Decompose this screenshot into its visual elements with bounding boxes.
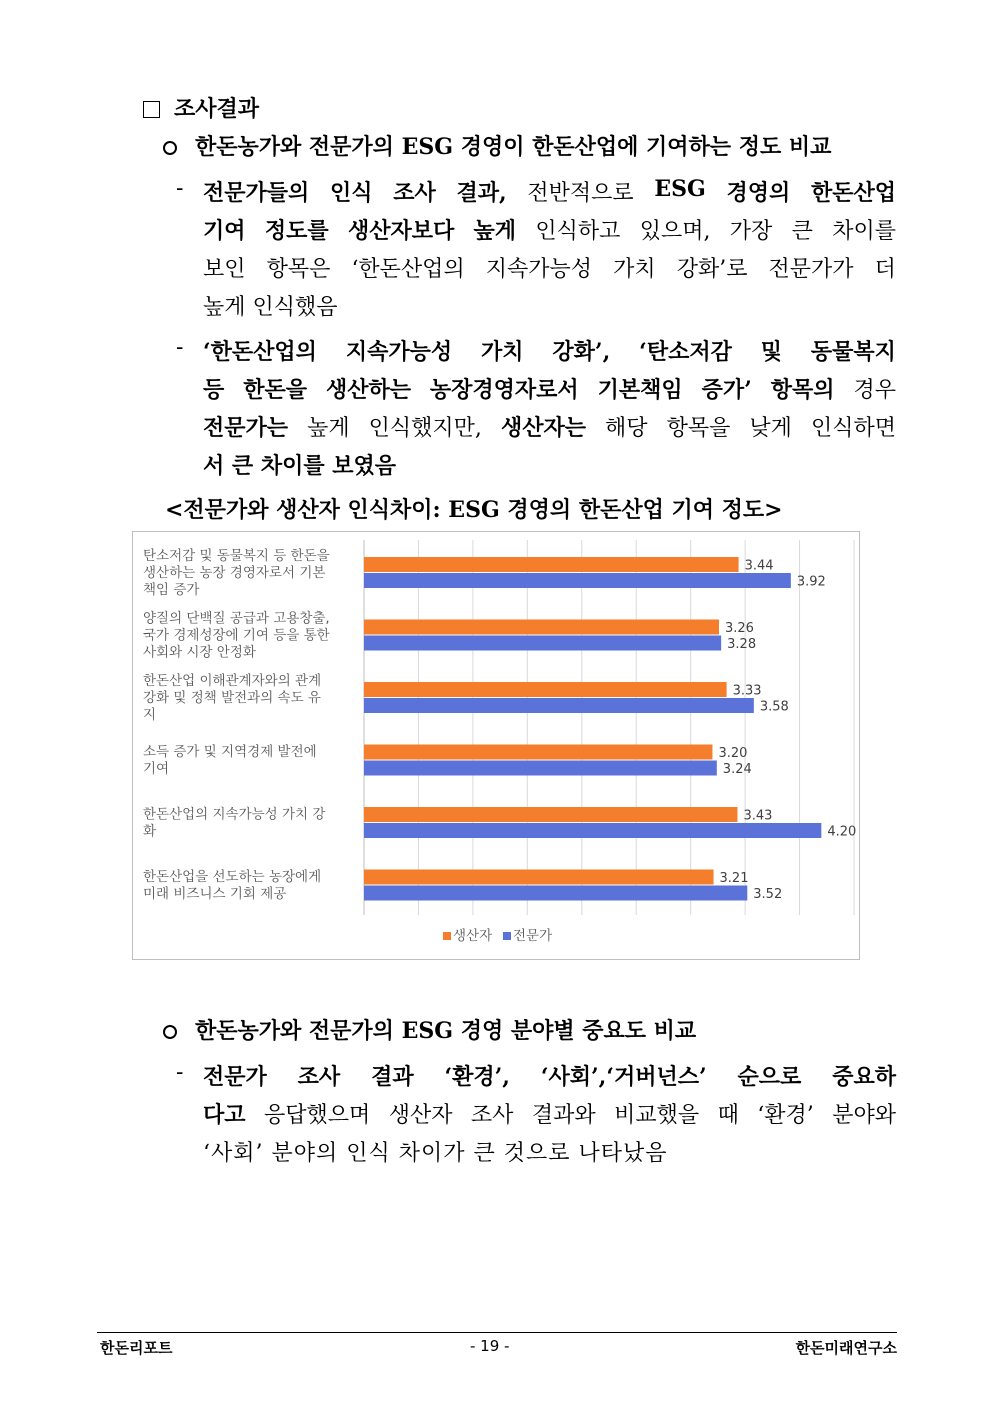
word: 가치 <box>613 257 656 282</box>
word: 항목의 <box>770 377 835 403</box>
word: 농장경영자로서 <box>429 377 579 403</box>
word: 조사 <box>393 180 436 206</box>
word: 증가’ <box>701 377 752 403</box>
word: ‘한돈산업의 <box>351 257 465 282</box>
word: 생산자 <box>388 1103 453 1128</box>
word: ‘환경’ <box>757 1103 814 1128</box>
bar <box>364 745 712 760</box>
word: 결과와 <box>531 1103 596 1128</box>
bullet-heading-1 <box>163 130 831 161</box>
footer-right: 한돈미래연구소 <box>795 1339 897 1357</box>
para-1-line-4: 높게 인식했음 <box>203 295 338 320</box>
word: 생산자보다 <box>347 218 455 244</box>
word: 기여 <box>203 218 246 244</box>
section-title: 조사결과 <box>174 96 260 122</box>
bar <box>364 870 714 885</box>
chart-caption-text: <전문가와 생산자 인식차이: ESG 경영의 한돈산업 기여 정도> <box>165 497 783 523</box>
legend-swatch <box>503 932 511 940</box>
category-label: 소득 증가 및 지역경제 발전에 <box>143 744 317 760</box>
category-label: 국가 경제성장에 기여 등을 통한 <box>143 627 330 644</box>
para-2-line-2 <box>203 373 896 404</box>
legend-label: 전문가 <box>513 928 553 944</box>
data-label: 3.24 <box>722 762 752 777</box>
word: 전문가들의 <box>203 180 310 206</box>
data-label: 3.43 <box>743 808 773 824</box>
word: ‘환경’, <box>444 1064 510 1090</box>
para-3-line-3: ‘사회’ 분야의 인식 차이가 큰 것으로 나타났음 <box>203 1141 668 1166</box>
chart-svg <box>133 532 861 961</box>
word: 높게 <box>307 416 350 441</box>
category-label: 기여 <box>143 761 170 777</box>
word: 생산자는 <box>500 415 586 441</box>
word: 분야와 <box>832 1103 896 1128</box>
category-label: 지 <box>143 707 157 723</box>
word: 높게 <box>473 218 517 244</box>
chart-caption <box>165 493 783 524</box>
data-label: 3.26 <box>724 621 754 636</box>
para-3-line-1 <box>203 1060 896 1091</box>
word: 인식하면 <box>810 416 896 441</box>
word: 차이를 <box>832 219 896 244</box>
word: 가장 <box>729 219 773 244</box>
para-1-line-1 <box>203 176 896 207</box>
word: 결과, <box>456 180 507 206</box>
bar <box>364 761 717 776</box>
word: 순으로 <box>737 1064 802 1090</box>
word: 조사 <box>470 1103 514 1128</box>
word: 결과 <box>371 1064 414 1090</box>
category-label: 탄소저감 및 동물복지 등 한돈을 <box>143 548 330 564</box>
dash-bullet: - <box>176 335 184 360</box>
data-label: 3.44 <box>744 558 774 574</box>
category-label: 사회와 시장 안정화 <box>143 644 256 661</box>
word: 항목을 <box>666 416 731 441</box>
section-header <box>143 92 259 123</box>
bar <box>364 682 727 697</box>
word: 중요하 <box>832 1064 896 1090</box>
category-label: 화 <box>143 823 157 840</box>
word: 정도를 <box>264 218 329 244</box>
word: 강화’로 <box>676 257 748 282</box>
bullet-1-text: 한돈농가와 전문가의 ESG 경영이 한돈산업에 기여하는 정도 비교 <box>195 134 832 160</box>
para-2-line-1 <box>203 335 896 366</box>
word: 응답했으며 <box>263 1103 371 1128</box>
bar <box>364 636 721 651</box>
word: ‘탄소저감 <box>639 339 732 365</box>
para-3-line-2 <box>203 1098 896 1129</box>
legend-swatch <box>443 932 451 940</box>
category-label: 책임 증가 <box>143 582 200 598</box>
word: ‘사회’,‘거버넌스’ <box>540 1064 707 1090</box>
category-label: 한돈산업의 지속가능성 가치 강 <box>143 806 326 823</box>
data-label: 3.28 <box>727 637 757 652</box>
word: ESG <box>654 176 706 202</box>
bullet-2-text: 한돈농가와 전문가의 ESG 경영 분야별 중요도 비교 <box>195 1018 697 1044</box>
word: 항목은 <box>266 257 331 282</box>
word: 지속가능성 <box>485 257 593 282</box>
word: 때 <box>717 1103 739 1128</box>
word: 한돈산업 <box>810 180 896 206</box>
word: 조사 <box>297 1064 341 1090</box>
category-label: 생산하는 농장 경영자로서 기본 <box>143 565 326 581</box>
footer-rule <box>97 1332 897 1333</box>
word: 전문가가 <box>768 257 854 282</box>
word: 지속가능성 <box>345 339 453 365</box>
bullet-heading-2 <box>163 1014 696 1045</box>
bar <box>364 823 821 838</box>
word: 해당 <box>605 416 648 441</box>
bar <box>364 807 737 822</box>
word: 등 <box>203 377 225 403</box>
bar <box>364 573 791 588</box>
checkbox-square-icon <box>143 101 160 118</box>
category-label: 강화 및 정책 발전과의 속도 유 <box>143 690 321 706</box>
category-label: 양질의 단백질 공급과 고용창출, <box>143 610 330 627</box>
bar <box>364 886 747 901</box>
word: 한돈을 <box>243 377 307 403</box>
word: 생산하는 <box>325 377 411 403</box>
data-label: 3.21 <box>719 871 749 886</box>
data-label: 3.92 <box>796 574 826 590</box>
page-number: - 19 - <box>470 1337 510 1355</box>
word: 전반적으로 <box>527 181 634 206</box>
word: 비교했을 <box>614 1103 700 1128</box>
data-label: 4.20 <box>827 824 857 840</box>
para-2-line-3 <box>203 411 896 442</box>
dash-bullet: - <box>176 1060 184 1085</box>
word: 강화’, <box>552 339 611 365</box>
word: 보인 <box>203 257 246 282</box>
footer-left: 한돈리포트 <box>100 1339 173 1357</box>
word: 기본책임 <box>597 377 683 403</box>
word: 큰 <box>791 219 813 244</box>
category-label: 한돈산업을 선도하는 농장에게 <box>143 869 322 885</box>
bar <box>364 620 719 635</box>
para-2-line-4 <box>203 449 396 480</box>
word: 다고 <box>203 1102 246 1128</box>
bar <box>364 698 754 713</box>
word: 낮게 <box>749 416 792 441</box>
category-label: 한돈산업 이해관계자와의 관계 <box>143 673 322 689</box>
dash-bullet: - <box>176 176 184 201</box>
word: 동물복지 <box>810 339 896 365</box>
word: 인식했지만, <box>368 416 482 441</box>
bar <box>364 557 739 572</box>
word: 전문가 <box>203 1064 267 1090</box>
word: 있으며, <box>639 219 711 244</box>
word: 가치 <box>481 339 524 365</box>
word: 인식 <box>329 180 373 206</box>
legend-label: 생산자 <box>453 928 493 944</box>
para-2-line-4-text: 서 큰 차이를 보였음 <box>203 453 396 479</box>
para-1-line-3 <box>203 252 896 283</box>
word: 전문가는 <box>203 415 289 441</box>
word: 경우 <box>853 378 896 403</box>
word: 경영의 <box>726 180 791 206</box>
data-label: 3.33 <box>732 683 762 699</box>
circle-bullet-icon <box>163 1025 177 1039</box>
bar-chart <box>132 531 860 960</box>
word: ‘한돈산업의 <box>203 339 317 365</box>
data-label: 3.52 <box>753 887 783 902</box>
word: 및 <box>760 339 782 365</box>
para-1-line-2 <box>203 214 896 245</box>
circle-bullet-icon <box>163 141 177 155</box>
data-label: 3.20 <box>718 746 748 761</box>
data-label: 3.58 <box>759 699 789 715</box>
word: 인식하고 <box>535 219 621 244</box>
category-label: 미래 비즈니스 기회 제공 <box>143 886 287 902</box>
word: 더 <box>874 257 896 282</box>
